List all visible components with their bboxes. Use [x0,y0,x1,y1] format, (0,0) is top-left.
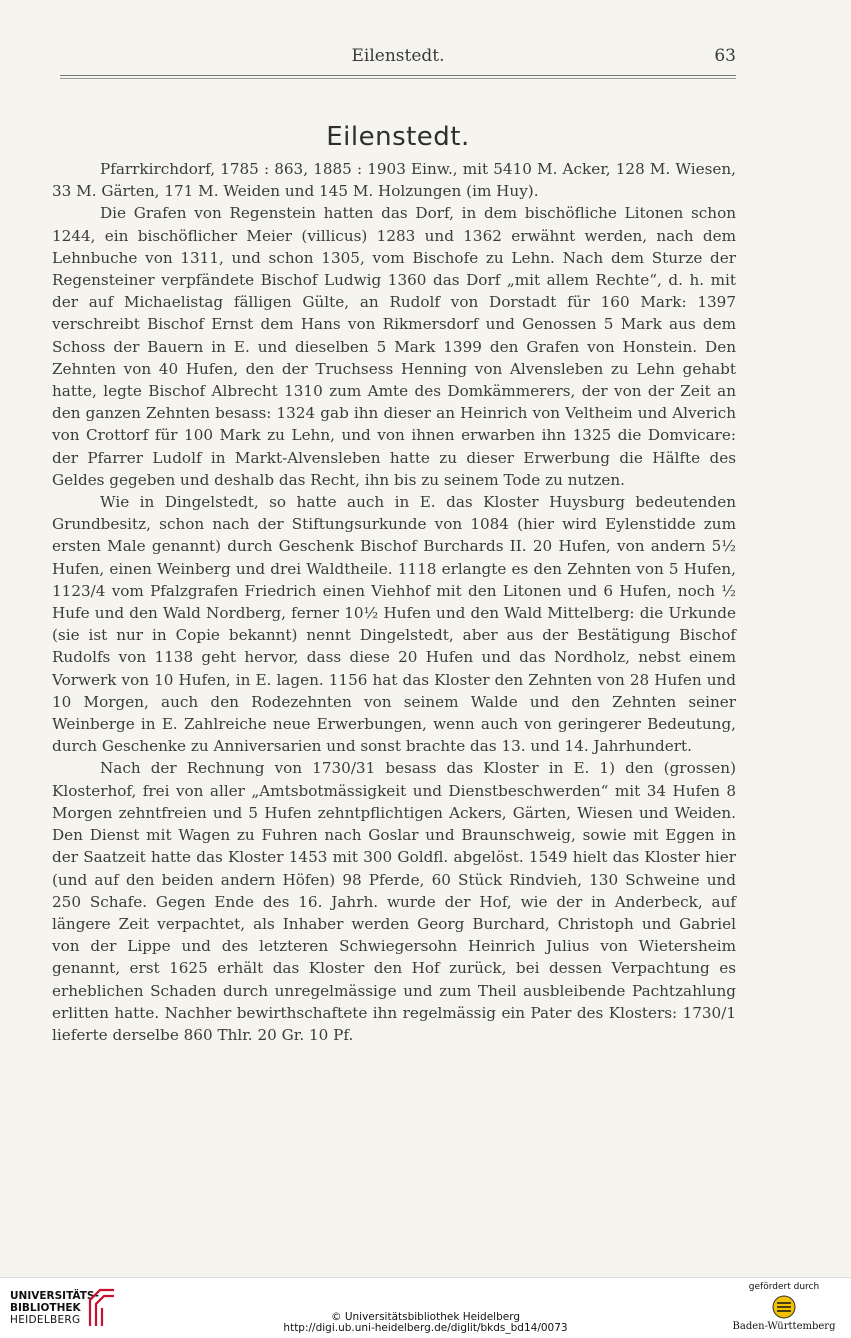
running-title: Eilenstedt. [351,46,445,66]
copyright-text: © Universitätsbibliothek Heidelberg [330,1311,520,1323]
running-head [60,46,736,70]
paragraph: Die Grafen von Regenstein hatten das Dorf, in dem bischöfliche Litonen schon 1244, ein bischöflicher Meier (villicus) 1283 und 1362 erwähnt werden, nach dem Lehnbuche von 1311, und schon 1305, vom Bischofe zu Lehn. Nach dem Sturze der Regensteiner verpfändete Bischof Ludwig 1360 das Dorf „mit allem Rechte“, d. h. mit der auf Michaelistag fälligen Gülte, an Rudolf von Dorstadt für 160 Mark: 1397 verschreibt Bischof Ernst dem Hans von Rikmersdorf und Genossen 5 Mark aus dem Schoss der Bauern in E. und dieselben 5 Mark 1399 den Grafen von Honstein. Den Zehnten von 40 Hufen, den der Truchsess Henning von Alvensleben zu Lehn gehabt hatte, legte Bischof Albrecht 1310 zum Amte des Domkämmerers, der von der Zeit an den ganzen Zehnten besass: 1324 gab ihn dieser an Heinrich von Veltheim und Alverich von Crottorf für 100 Mark zu Lehn, und von ihnen erwarben ihn 1325 die Domvicare: der Pfarrer Ludolf in Markt-Alvensleben hatte zu dieser Erwerbung die Hälfte des Geldes gegeben und deshalb das Recht, ihn bis zu seinem Tode zu nutzen. [52,204,736,489]
paragraph: Wie in Dingelstedt, so hatte auch in E. das Kloster Huysburg bedeutenden Grundbesitz, schon nach der Stiftungsurkunde von 1084 (hier wird Eylenstidde zum ersten Male genannt) durch Geschenk Bischof Burchards II. 20 Hufen, von andern 5½ Hufen, einen Weinberg und drei Waldtheile. 1118 erlangte es den Zehnten von 5 Hufen, 1123/4 vom Pfalzgrafen Friedrich einen Viehhof mit den Litonen und 6 Hufen, noch ½ Hufe und den Wald Nordberg, ferner 10½ Hufen und den Wald Mittelberg: die Urkunde (sie ist nur in Copie bekannt) nennt Dingelstedt, aber aus der Bestätigung Bischof Rudolfs von 1138 geht hervor, dass diese 20 Hufen und das Nordholz, nebst einem Vorwerk von 10 Hufen, in E. lagen. 1156 hat das Kloster den Zehnten von 28 Hufen und 10 Morgen, auch den Rodezehnten von seinem Walde und den Zehnten seiner Weinberge in E. Zahlreiche neue Erwerbungen, wenn auch von geringerer Bedeutung, durch Geschenke zu Anniversarien und sonst brachte das 13. und 14. Jahrhundert. [52,493,736,756]
state-crest-icon [771,1294,797,1320]
copyright-notice [0,1312,851,1334]
permalink[interactable]: http://digi.ub.uni-heidelberg.de/diglit/bkds_bd14/0073 [283,1322,568,1334]
footer-bar [0,1277,851,1338]
body-text [52,158,736,1046]
library-name-line1: UNIVERSITÄTS- [10,1290,99,1302]
sponsor-label: gefördert durch [748,1282,820,1292]
sponsor-block [729,1282,839,1332]
paragraph: Nach der Rechnung von 1730/31 besass das Kloster in E. 1) den (grossen) Klosterhof, frei von aller „Amtsbotmässigkeit und Dienstbeschwerden“ mit 34 Hufen 8 Morgen zehntfreien und 5 Hufen zehntpflichtigen Ackers, Gärten, Wiesen und Weiden. Den Dienst mit Wagen zu Fuhren nach Goslar und Braunschweig, sowie mit Eggen in der Saatzeit hatte das Kloster 1453 mit 300 Goldfl. abgelöst. 1549 hielt das Kloster hier (und auf den beiden andern Höfen) 98 Pferde, 60 Stück Rindvieh, 130 Schweine und 250 Schafe. Gegen Ende des 16. Jahrh. wurde der Hof, wie der in Anderbeck, auf längere Zeit verpachtet, als Inhaber werden Georg Burchard, Christoph und Gabriel von der Lippe und des letzteren Schwiegersohn Heinrich Julius von Wietersheim genannt, erst 1625 erhält das Kloster den Hof zurück, bei dessen Verpachtung es erheblichen Schaden durch unregelmässige und zum Theil ausbleibende Pachtzahlung erlitten hatte. Nachher bewirthschaftete ihn regelmässig ein Pater des Klosters: 1730/1 lieferte derselbe 860 Thlr. 20 Gr. 10 Pf. [52,759,736,1044]
paragraph: Pfarrkirchdorf, 1785 : 863, 1885 : 1903 Einw., mit 5410 M. Acker, 128 M. Wiesen, 33 M. Gärten, 171 M. Weiden und 145 M. Holzungen (im Huy). [52,160,736,201]
sponsor-name: Baden-Württemberg [732,1321,836,1332]
chapter-title: Eilenstedt. [326,122,470,152]
page-number: 63 [714,46,736,66]
library-name-line2: BIBLIOTHEK [10,1302,81,1314]
library-name-line3: HEIDELBERG [10,1314,81,1326]
header-rule-double [60,78,736,79]
header-rule [60,75,736,76]
